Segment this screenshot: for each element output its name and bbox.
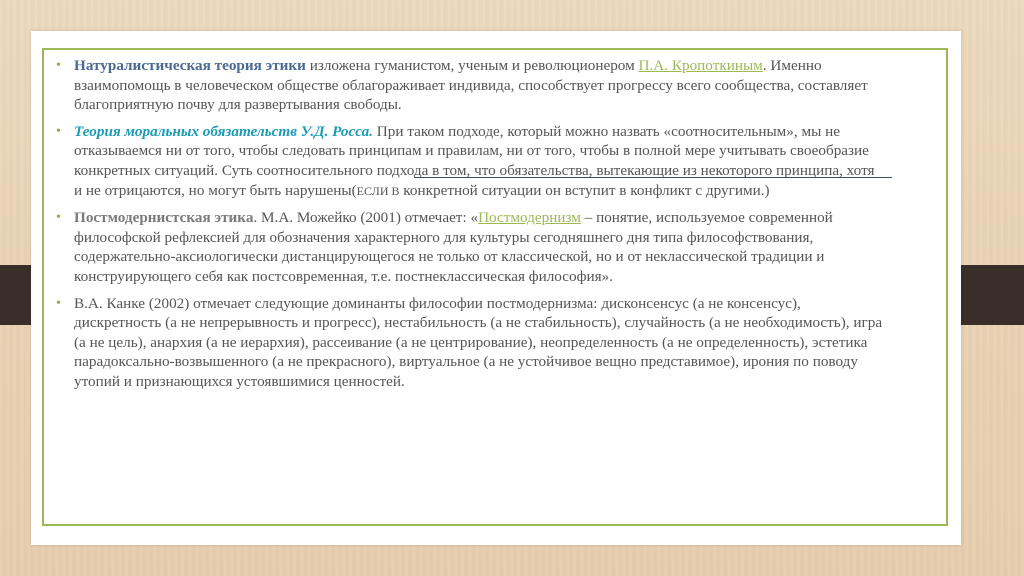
bullet-icon: •	[56, 123, 61, 139]
bullet-icon: •	[56, 58, 61, 73]
paragraph-kanke	[54, 294, 884, 392]
paragraph-text: В.А. Канке (2002) отмечает следующие доминанты философии постмодернизма: дисконсенсус (а не консенсус), дискретность (а не непрерывность и прогресс), нестабильность (а не стабильность), случайность (а не необходимость), игра (а не цель), анархия (а не иерархия), рассеивание (а не центрирование), неопределенность (а не определенность), эстетика парадоксально-возвышенного (а не прекрасного), виртуальное (а не устойчивое вещно представимое), ирония по поводу утопий и признающихся устоявшимися ценностей.	[74, 294, 883, 390]
paragraph-text: – понятие, используемое современной философской рефлексией для обозначения характерного для культуры сегодняшнего дня типа философствования, содержательно-аксиологически дистанцирующегося не только от классической, но и от неклассической традиции и конструирующего себя как постсовременная, т.е. постнеклассическая философия».	[74, 209, 833, 285]
paragraph-title: Постмодернистская этика	[74, 209, 254, 227]
paragraph-title: Натуралистическая теория этики	[74, 57, 306, 74]
paragraph-text: . М.А. Можейко (2001) отмечает: «	[253, 209, 479, 227]
paragraph-text: . Именно взаимопомощь в человеческом обществе облагораживает индивида, способствует прогрессу всего сообщества, составляет благоприятную почву для развертывания свободы.	[74, 57, 868, 114]
paragraph-smallcaps: ЕСЛИ В	[356, 183, 400, 198]
slide-content	[54, 56, 884, 399]
paragraph-postmodern	[54, 208, 884, 286]
paragraph-naturalistic	[54, 56, 884, 115]
right-decor-bar	[961, 265, 1024, 325]
left-decor-bar	[0, 265, 31, 325]
paragraph-text: конкретной ситуации он вступит в конфликт с другими.)	[399, 181, 770, 199]
bullet-icon: •	[56, 295, 61, 311]
paragraph-ross	[54, 122, 884, 201]
paragraph-text: изложена гуманистом, ученым и революционером	[305, 57, 639, 74]
paragraph-title: Теория моральных обязательств У.Д. Росса.	[74, 122, 373, 140]
paragraph-text: При таком подходе, который можно назвать «соотносительным», мы не отказываемся ни от того, чтобы следовать принципам и правилам, ни от того, чтобы в полной мере учитывать своеобразие конкретных ситуаций. Суть соотносительного подхода в том, что обязательства, вытекающие из некоторого принципа, хотя и не отрицаются, но могут быть нарушены(	[74, 122, 875, 199]
annotation-line	[414, 177, 892, 178]
bullet-icon: •	[56, 210, 61, 226]
kropotkin-link[interactable]: П.А. Кропоткиным	[638, 57, 763, 74]
postmodernism-link[interactable]: Постмодернизм	[478, 209, 581, 227]
